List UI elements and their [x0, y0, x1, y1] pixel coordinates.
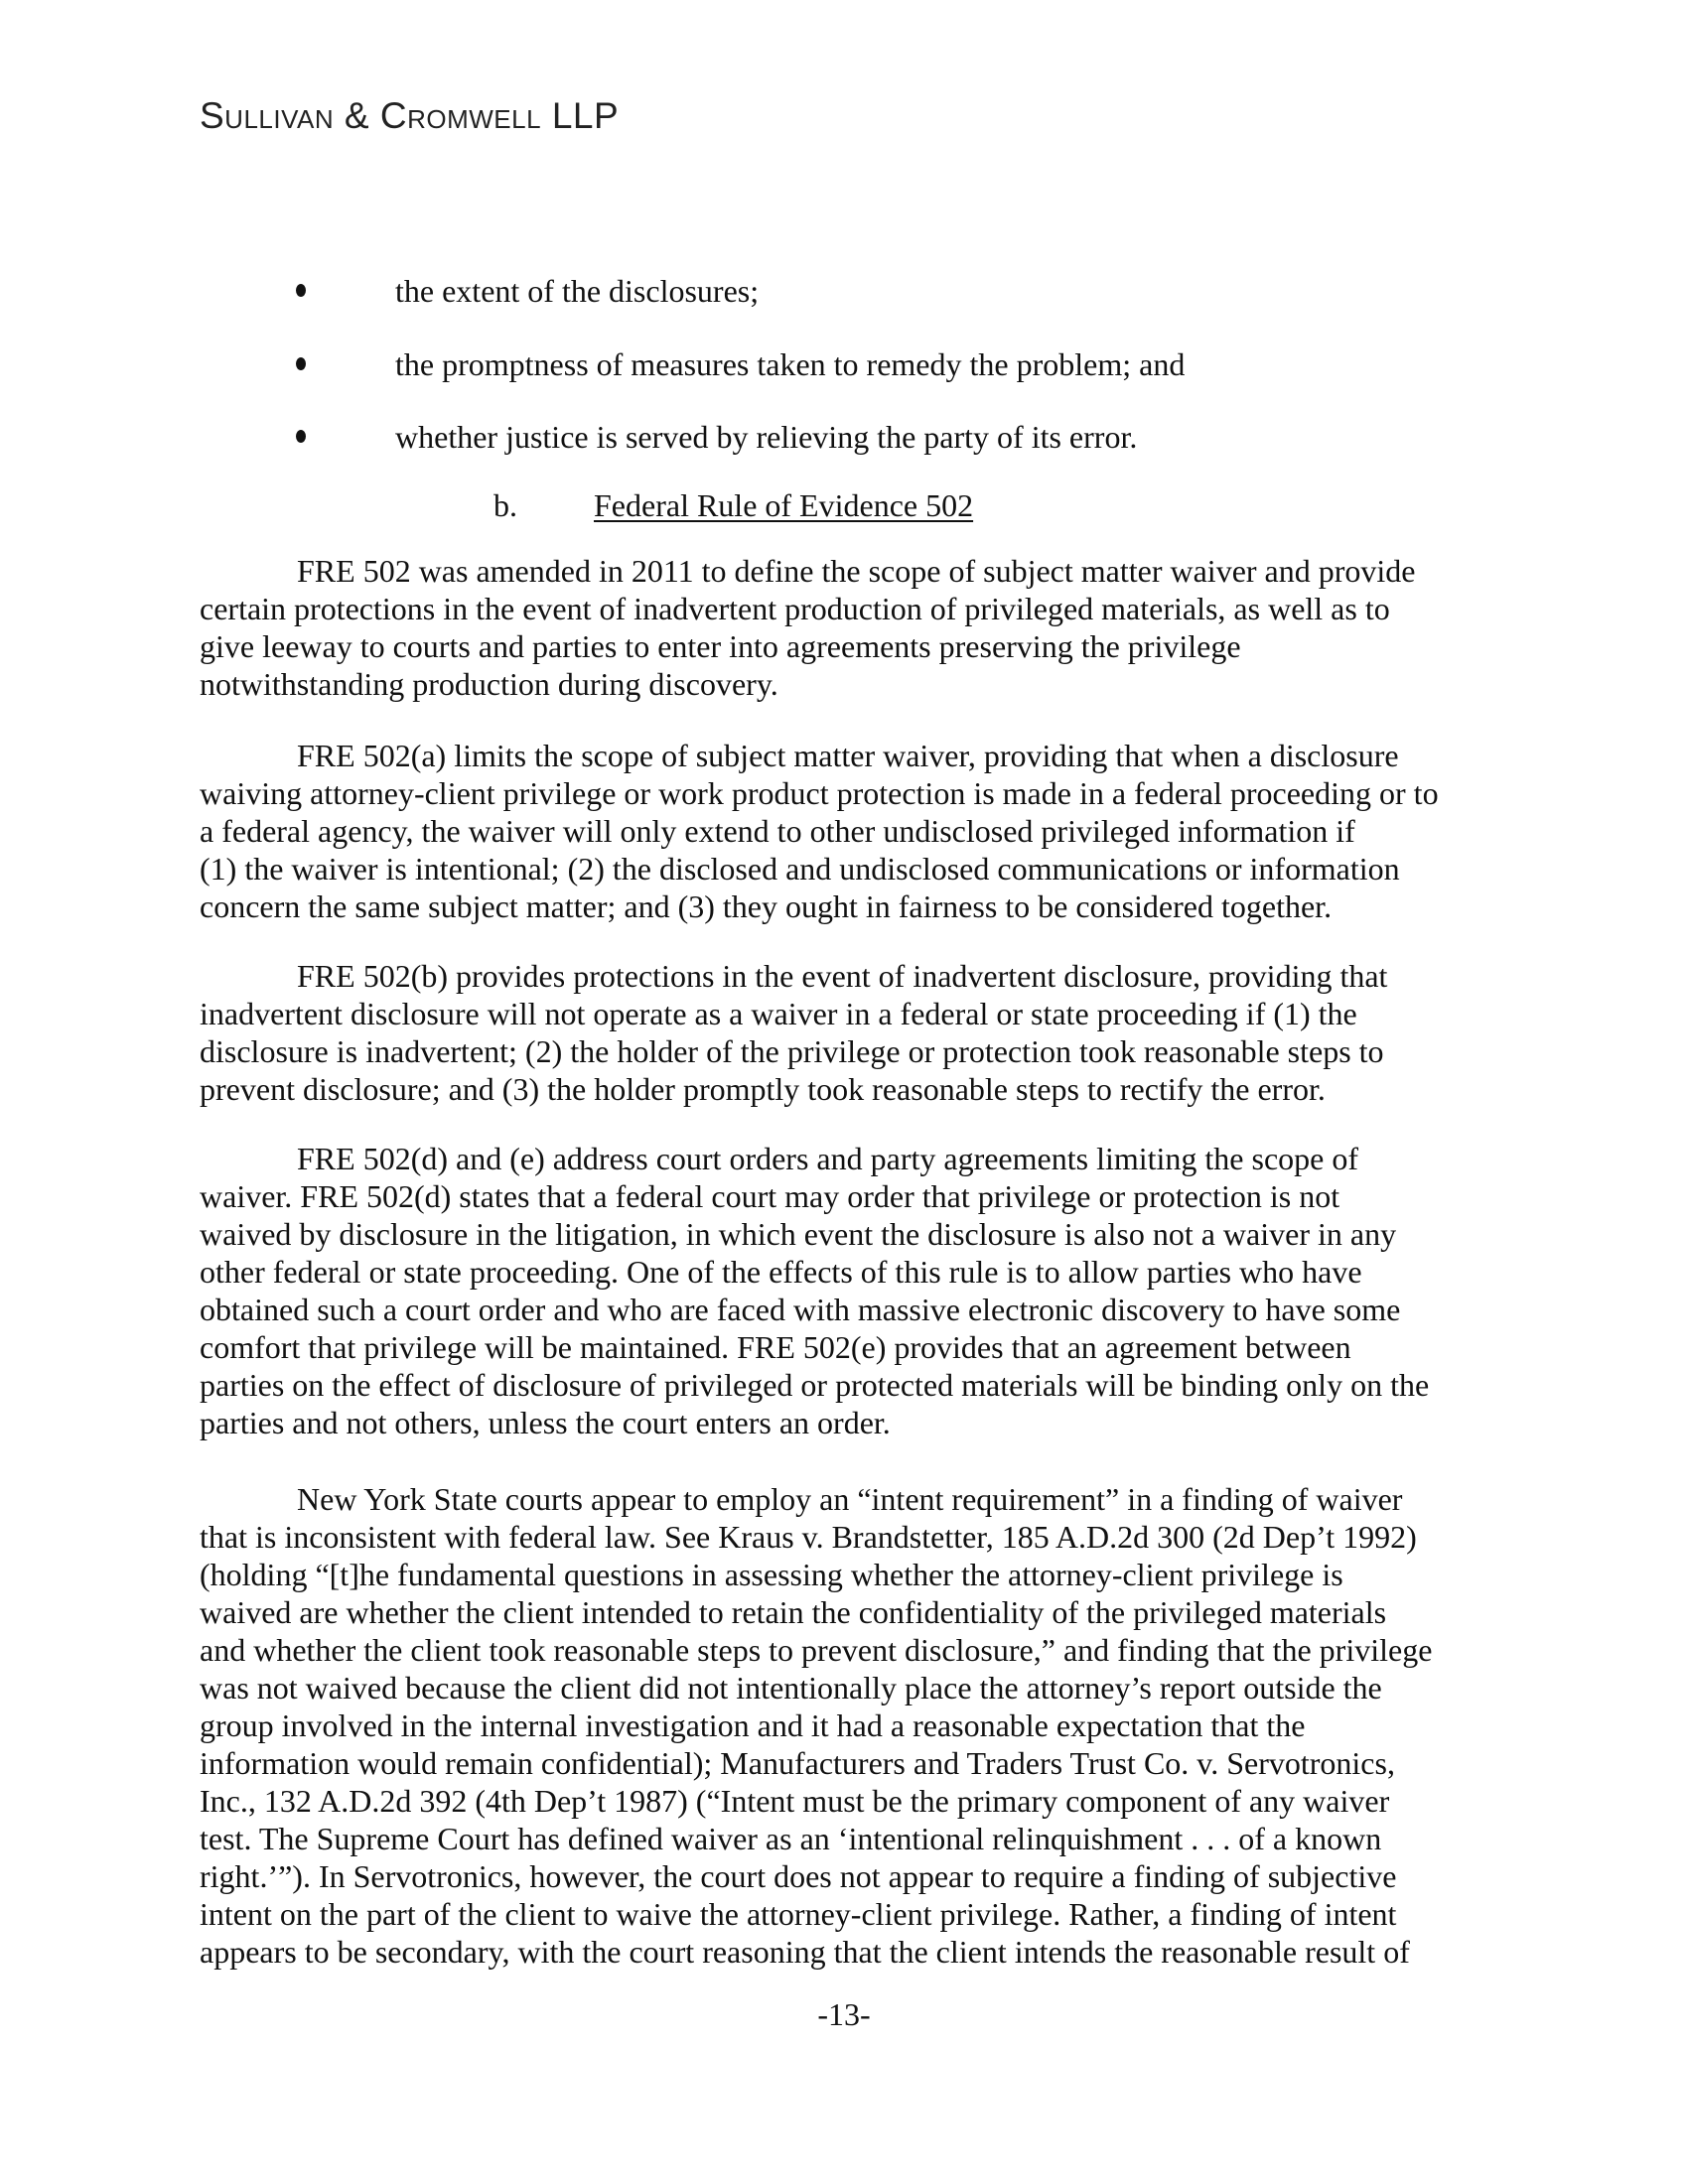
paragraph-line: FRE 502(b) provides protections in the event of inadvertent disclosure, providing that: [297, 958, 1388, 994]
paragraph-line: waiving attorney-client privilege or work product protection is made in a federal proceeding or to: [200, 775, 1439, 811]
paragraph-line: waived are whether the client intended to retain the confidentiality of the privileged materials: [200, 1594, 1387, 1630]
paragraph-line: prevent disclosure; and (3) the holder promptly took reasonable steps to rectify the error.: [200, 1071, 1326, 1107]
paragraph-line: appears to be secondary, with the court reasoning that the client intends the reasonable result of: [200, 1934, 1410, 1970]
paragraph-line: was not waived because the client did not intentionally place the attorney’s report outside the: [200, 1670, 1382, 1706]
section-title: Federal Rule of Evidence 502: [594, 487, 974, 523]
firm-letterhead: Sullivan & Cromwell LLP: [200, 95, 620, 136]
paragraph-line: intent on the part of the client to waive the attorney-client privilege. Rather, a finding of intent: [200, 1896, 1397, 1932]
paragraph-line: disclosure is inadvertent; (2) the holder of the privilege or protection took reasonable steps to: [200, 1033, 1384, 1069]
paragraph-line: concern the same subject matter; and (3) they ought in fairness to be considered together.: [200, 888, 1333, 924]
paragraph-new-york: [200, 1480, 1432, 1971]
section-number: b.: [493, 487, 517, 523]
paragraph-line: (1) the waiver is intentional; (2) the disclosed and undisclosed communications or information: [200, 851, 1400, 887]
paragraph-line: comfort that privilege will be maintained. FRE 502(e) provides that an agreement between: [200, 1329, 1351, 1365]
bullet-text: the promptness of measures taken to remedy the problem; and: [395, 346, 1186, 382]
paragraph-line: FRE 502 was amended in 2011 to define the scope of subject matter waiver and provide: [297, 553, 1416, 589]
paragraph-line: group involved in the internal investigation and it had a reasonable expectation that the: [200, 1707, 1306, 1743]
paragraph-line: and whether the client took reasonable steps to prevent disclosure,” and finding that the privilege: [200, 1632, 1433, 1668]
paragraph-line: waived by disclosure in the litigation, in which event the disclosure is also not a waiver in any: [200, 1216, 1397, 1252]
paragraph-line: FRE 502(d) and (e) address court orders and party agreements limiting the scope of: [297, 1141, 1359, 1176]
paragraph-line: test. The Supreme Court has defined waiver as an ‘intentional relinquishment . . . of a known: [200, 1821, 1382, 1856]
paragraph-line: obtained such a court order and who are faced with massive electronic discovery to have some: [200, 1292, 1401, 1327]
paragraph-line: parties and not others, unless the court enters an order.: [200, 1405, 891, 1440]
paragraph-line: a federal agency, the waiver will only extend to other undisclosed privileged information if: [200, 813, 1355, 849]
paragraph-line: parties on the effect of disclosure of privileged or protected materials will be binding only on the: [200, 1367, 1430, 1403]
bullet-text: whether justice is served by relieving the party of its error.: [395, 419, 1138, 455]
bullet-icon: [296, 430, 306, 443]
bullet-text: the extent of the disclosures;: [395, 273, 760, 309]
paragraph-line: inadvertent disclosure will not operate as a waiver in a federal or state proceeding if (1) the: [200, 996, 1357, 1031]
paragraph-line: that is inconsistent with federal law. See Kraus v. Brandstetter, 185 A.D.2d 300 (2d Dep’t 1992): [200, 1519, 1417, 1555]
paragraph-line: right.’”). In Servotronics, however, the court does not appear to require a finding of subjective: [200, 1858, 1397, 1894]
paragraph-fre-502a: [200, 737, 1439, 925]
paragraph-fre-502b: [200, 957, 1387, 1108]
paragraph-line: Inc., 132 A.D.2d 392 (4th Dep’t 1987) (“Intent must be the primary component of any waiver: [200, 1783, 1390, 1819]
bullet-icon: [296, 284, 306, 297]
page-number: -13-: [817, 1996, 871, 2032]
paragraph-fre-502: [200, 552, 1416, 703]
paragraph-line: notwithstanding production during discovery.: [200, 666, 778, 702]
paragraph-fre-502de: [200, 1140, 1429, 1441]
paragraph-line: waiver. FRE 502(d) states that a federal court may order that privilege or protection is not: [200, 1178, 1340, 1214]
bullet-icon: [296, 357, 306, 370]
paragraph-line: give leeway to courts and parties to enter into agreements preserving the privilege: [200, 628, 1241, 664]
paragraph-line: New York State courts appear to employ an “intent requirement” in a finding of waiver: [297, 1481, 1403, 1517]
paragraph-line: certain protections in the event of inadvertent production of privileged materials, as well as to: [200, 591, 1390, 626]
paragraph-line: (holding “[t]he fundamental questions in assessing whether the attorney-client privilege is: [200, 1557, 1343, 1592]
paragraph-line: information would remain confidential); Manufacturers and Traders Trust Co. v. Servotronics,: [200, 1745, 1395, 1781]
paragraph-line: FRE 502(a) limits the scope of subject matter waiver, providing that when a disclosure: [297, 738, 1399, 773]
paragraph-line: other federal or state proceeding. One of the effects of this rule is to allow parties who have: [200, 1254, 1362, 1290]
